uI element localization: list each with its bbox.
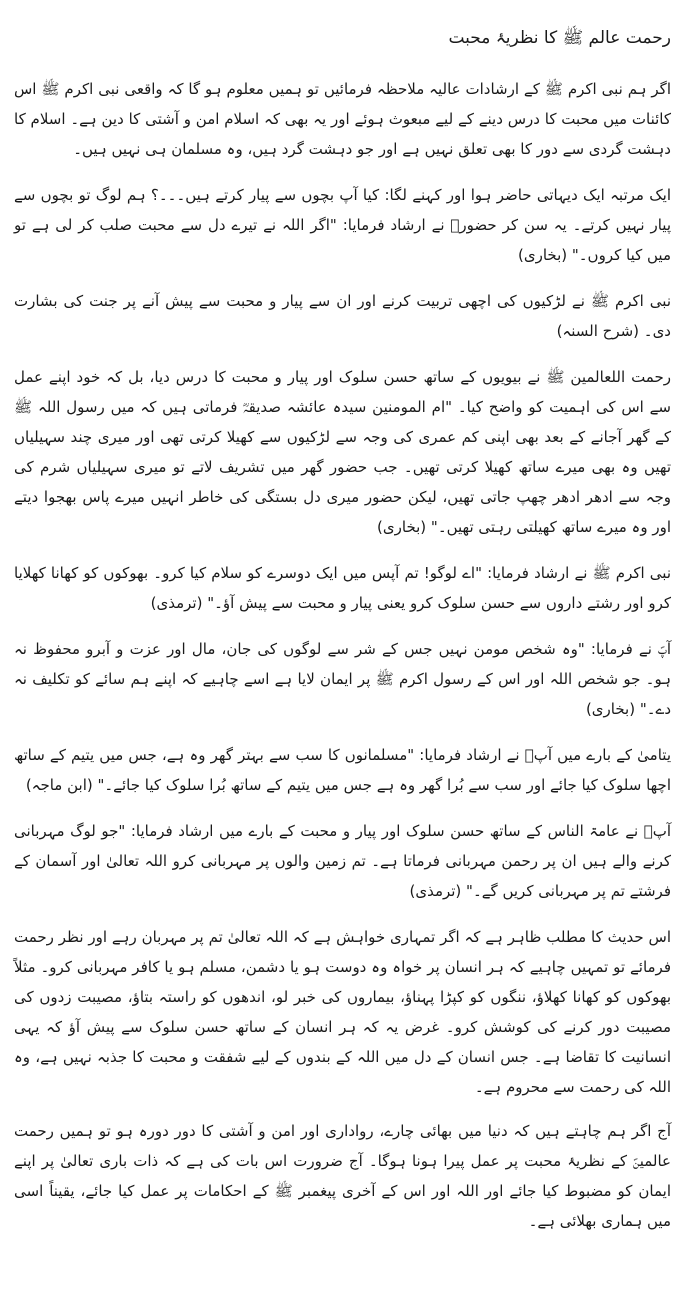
paragraph-wives: رحمت اللعالمین ﷺ نے بیویوں کے ساتھ حسن سلوک اور پیار و محبت کا درس دیا، بل کہ خود اپنے عمل سے اس کی اہمیت کو واضح کیا۔ "ام المومنین سیدہ عائشہ صدیقہؓ فرماتی ہیں کہ میں رسول اللہ ﷺ کے گھر آجانے کے بعد بھی اپنی کم عمری کی وجہ سے لڑکیوں سے کھیلا کرتی تھی اور میری چند سہیلیاں تھیں وہ بھی میرے ساتھ کھیلا کرتی تھیں۔ جب حضور گھر میں تشریف لاتے تو میری سہیلیاں شرم کی وجہ سے ادھر ادھر چھپ جاتی تھیں، لیکن حضور میری دل بستگی کی خاطر انہیں میرے پاس بھجوا دیتے اور وہ میرے ساتھ کھیلتی رہتی تھیں۔" (بخاری): [14, 368, 671, 536]
paragraph-intro: اگر ہم نبی اکرم ﷺ کے ارشادات عالیہ ملاحظہ فرمائیں تو ہمیں معلوم ہو گا کہ واقعی نبی اکرم ﷺ اس کائنات میں محبت کا درس دینے کے لیے مبعوث ہوئے اور یہ بھی کہ اسلام امن و آشتی کا دین ہے۔ اسلام کا دہشت گردی سے دور کا بھی تعلق نہیں ہے اور جو دہشت گرد ہیں، وہ مسلمان ہی نہیں ہیں۔: [14, 80, 671, 158]
paragraph-neighbour: آپؐ نے فرمایا: "وہ شخص مومن نہیں جس کے شر سے لوگوں کی جان، مال اور عزت و آبرو محفوظ نہ ہو۔ جو شخص اللہ اور اس کے رسول اکرم ﷺ پر ایمان لایا ہے اسے چاہیے کہ اپنے ہم سائے کو تکلیف نہ دے۔" (بخاری): [14, 640, 671, 718]
paragraph-orphans: یتامیٰ کے بارے میں آپؐ نے ارشاد فرمایا: "مسلمانوں کا سب سے بہتر گھر وہ ہے، جس میں یتیم کے ساتھ اچھا سلوک کیا جائے اور سب سے بُرا گھر وہ ہے جس میں یتیم کے ساتھ بُرا سلوک کیا جائے۔" (ابن ماجہ): [14, 746, 671, 794]
paragraph-conclusion: آج اگر ہم چاہتے ہیں کہ دنیا میں بھائی چارے، رواداری اور امن و آشتی کا دور دورہ ہو تو ہمیں رحمت عالمینؐ کے نظریۂ محبت پر عمل پیرا ہونا ہوگا۔ آج ضرورت اس بات کی ہے کہ ذات باری تعالیٰ پر اپنے ایمان کو مضبوط کیا جائے اور اللہ اور اس کے آخری پیغمبر ﷺ کے احکامات پر عمل کیا جائے، یقیناً اسی میں ہماری بھلائی ہے۔: [14, 1122, 671, 1230]
paragraph-hadith-meaning: اس حدیث کا مطلب ظاہر ہے کہ اگر تمہاری خواہش ہے کہ اللہ تعالیٰ تم پر مہربان رہے اور نظر رحمت فرمائے تو تمہیں چاہیے کہ ہر انسان پر خواہ وہ دوست ہو یا دشمن، مسلم ہو یا کافر مہربانی کرو۔ مثلاً بھوکوں کو کھانا کھلاؤ، ننگوں کو کپڑا پہناؤ، بیماروں کی خبر لو، اندھوں کو راستہ بتاؤ، مصیبت زدوں کی مصیبت دور کرنے کی کوشش کرو۔ غرض یہ کہ ہر انسان کے ساتھ حسن سلوک سے پیش آؤ کہ یہی انسانیت کا تقاضا ہے۔ جس انسان کے دل میں اللہ کے بندوں کے لیے شفقت و محبت کا جذبہ نہیں ہے، وہ اللہ کی رحمت سے محروم ہے۔: [14, 928, 671, 1096]
paragraph-salam: نبی اکرم ﷺ نے ارشاد فرمایا: "اے لوگو! تم آپس میں ایک دوسرے کو سلام کیا کرو۔ بھوکوں کو کھانا کھلایا کرو اور رشتے داروں سے حسن سلوک کرو یعنی پیار و محبت سے پیش آؤ۔" (ترمذی): [14, 564, 671, 612]
paragraph-mercy: آپؐ نے عامۃ الناس کے ساتھ حسن سلوک اور پیار و محبت کے بارے میں ارشاد فرمایا: "جو لوگ مہربانی کرنے والے ہیں ان پر رحمن مہربانی فرماتا ہے۔ تم زمین والوں پر مہربانی کرو اللہ تعالیٰ اور آسمان کے فرشتے تم پر مہربانی کریں گے۔" (ترمذی): [14, 822, 671, 900]
page-title: رحمت عالم ﷺ کا نظریۂ محبت: [448, 28, 671, 48]
paragraph-daughters: نبی اکرم ﷺ نے لڑکیوں کی اچھی تربیت کرنے اور ان سے پیار و محبت سے پیش آنے پر جنت کی بشارت دی۔ (شرح السنہ): [14, 292, 671, 340]
paragraph-villager: ایک مرتبہ ایک دیہاتی حاضر ہوا اور کہنے لگا: کیا آپ بچوں سے پیار کرتے ہیں۔۔۔؟ ہم لوگ تو بچوں سے پیار نہیں کرتے۔ یہ سن کر حضورؐ نے ارشاد فرمایا: "اگر اللہ نے تیرے دل سے محبت صلب کر لی ہے تو میں کیا کروں۔" (بخاری): [14, 186, 671, 264]
